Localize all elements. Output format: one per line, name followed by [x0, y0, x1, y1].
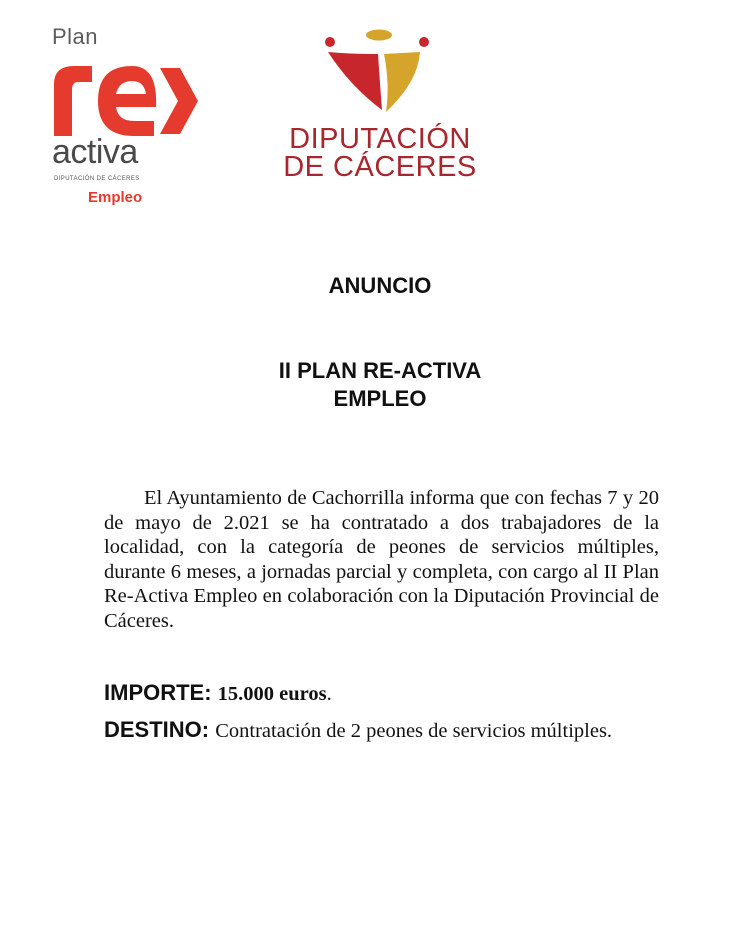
diputacion-caceres-logo: [280, 24, 480, 189]
importe-value: 15.000 euros: [217, 683, 327, 705]
announcement-body: El Ayuntamiento de Cachorrilla informa que con fechas 7 y 20 de mayo de 2.021 se ha contratado a dos trabajadores de la localidad, con la categoría de peones de servicios múltiples, durante 6 meses, a jornadas parcial y completa, con cargo al II Plan Re-Activa Empleo en colaboración con la Diputación Provincial de Cáceres.: [104, 487, 659, 632]
destino-value: Contratación de 2 peones de servicios múltiples.: [215, 720, 613, 742]
plan-title-line1: II PLAN RE-ACTIVA: [278, 358, 482, 383]
diputacion-line1: DIPUTACIÓN: [289, 123, 471, 155]
diputacion-emblem-icon: [320, 24, 430, 116]
logo-diputacion-subtitle: DIPUTACIÓN DE CÁCERES: [54, 176, 140, 182]
destino-row: [104, 717, 664, 744]
importe-row: [104, 680, 664, 707]
anuncio-heading: ANUNCIO: [328, 273, 432, 298]
logo-re-mark: [48, 44, 198, 144]
plan-title-line2: EMPLEO: [333, 386, 427, 411]
importe-label: IMPORTE:: [104, 680, 218, 705]
plan-reactiva-logo: [48, 24, 198, 206]
destino-label: DESTINO:: [104, 717, 216, 742]
diputacion-line2: DE CÁCERES: [283, 151, 477, 183]
logo-plan-text: Plan: [52, 24, 99, 49]
logo-activa-text: activa: [52, 133, 138, 171]
logo-empleo-text: Empleo: [88, 189, 143, 206]
importe-suffix: .: [326, 683, 332, 705]
